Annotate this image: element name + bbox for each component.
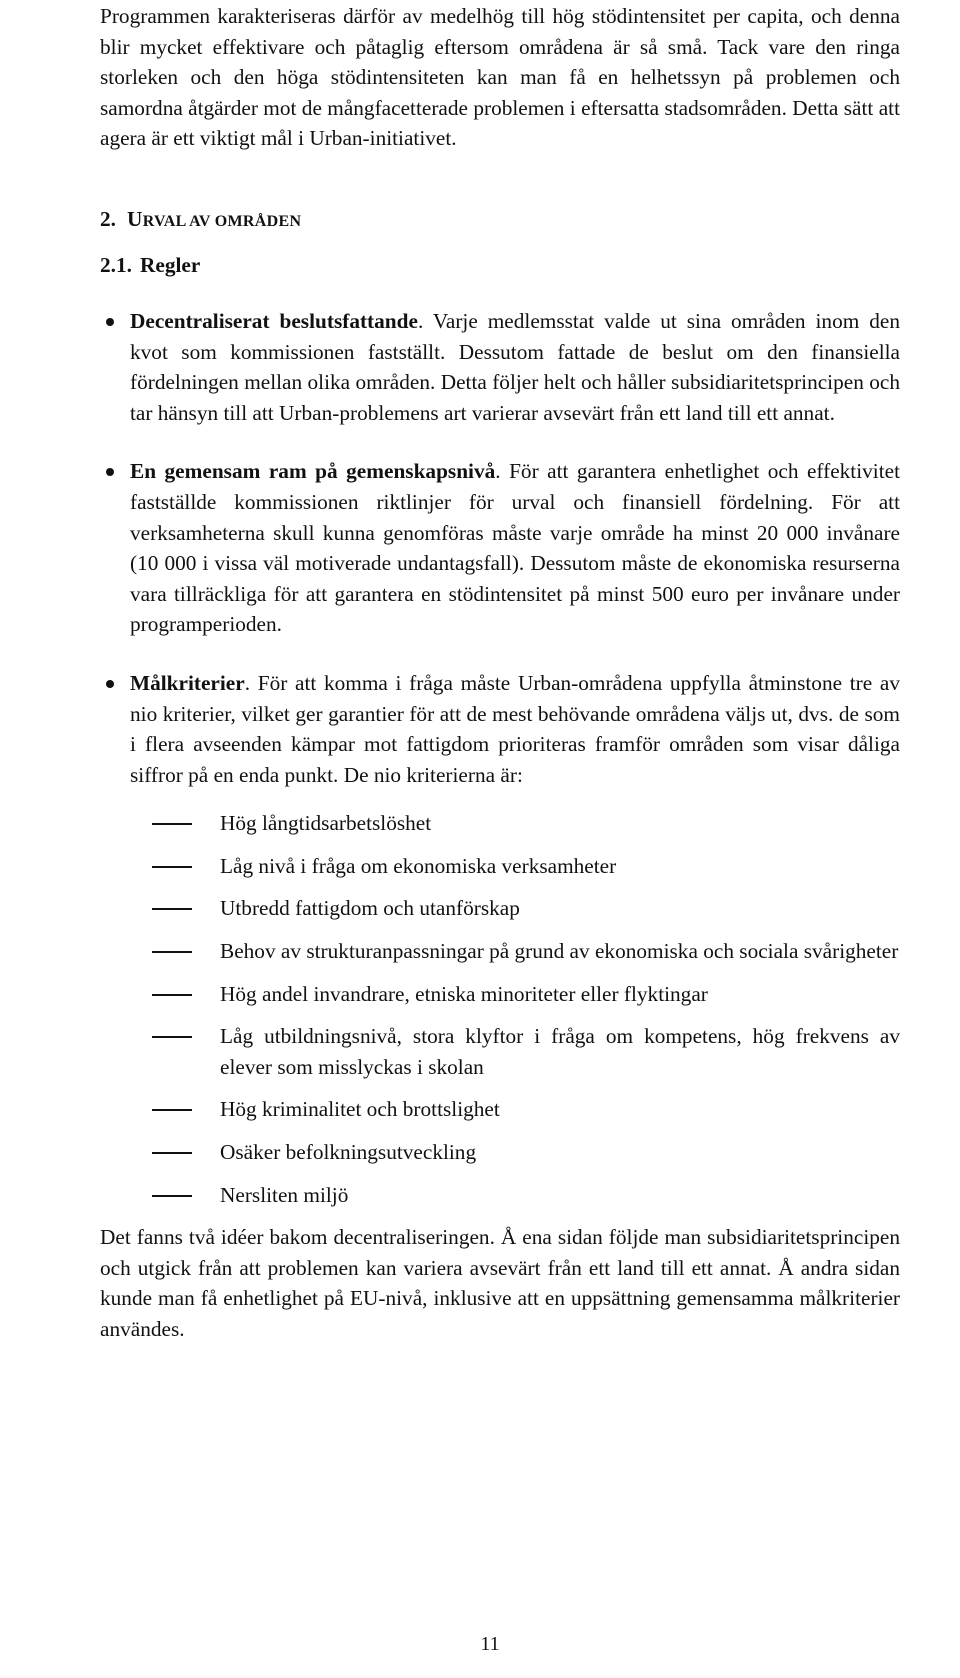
criterion-item <box>100 1021 900 1082</box>
section-title <box>100 204 301 238</box>
rule-text: . För att garantera enhetlighet och effektivitet fastställde kommissionen riktlinjer för urval och finansiell fördelning. För att verksamheterna skull kunna genomföras måste varje område ha minst 20 000 invånare (10 000 i vissa väl motiverade undantagsfall). Dessutom måste de ekonomiska resurserna vara tillräckliga för att garantera en stödintensitet på minst 500 euro per invånare under programperioden. <box>130 459 900 637</box>
bullet-icon <box>106 468 114 476</box>
rule-lead: Målkriterier <box>130 670 245 695</box>
rule-item <box>100 306 900 428</box>
section-heading <box>100 204 900 234</box>
criteria-list <box>100 808 900 1210</box>
criterion-item <box>100 936 900 967</box>
dash-icon <box>152 994 192 996</box>
section-number: 2. <box>100 206 116 231</box>
rule-item <box>100 668 900 790</box>
criterion-item <box>100 851 900 882</box>
rule-item <box>100 456 900 640</box>
criterion-text: Utbredd fattigdom och utanförskap <box>220 896 520 921</box>
criterion-item <box>100 1094 900 1125</box>
rule-text: . Varje medlemsstat valde ut sina områden inom den kvot som kommissionen fastställt. Dessutom fattade de beslut om den finansiella fördelningen mellan olika områden. Detta följer helt och håller subsidiaritetsprincipen och tar hänsyn till att Urban-problemens art varierar avsevärt från ett land till ett annat. <box>130 308 900 425</box>
bullet-icon <box>106 680 114 688</box>
dash-icon <box>152 866 192 868</box>
criterion-text: Hög kriminalitet och brottslighet <box>220 1097 500 1122</box>
dash-icon <box>152 823 192 825</box>
bullet-icon <box>106 318 114 326</box>
dash-icon <box>152 1109 192 1111</box>
subsection-heading <box>100 250 900 280</box>
subsection-title: Regler <box>140 252 201 277</box>
criterion-item <box>100 979 900 1010</box>
criterion-text: Behov av strukturanpassningar på grund av ekonomiska och sociala svårigheter <box>220 939 899 964</box>
dash-icon <box>152 1036 192 1038</box>
rule-lead: En gemensam ram på gemenskapsnivå <box>130 459 496 484</box>
closing-paragraph: Det fanns två idéer bakom decentraliseringen. Å ena sidan följde man subsidiaritetsprincipen och utgick från att problemen kan variera avsevärt från ett land till ett annat. Å andra sidan kunde man få enhetlighet på EU-nivå, inklusive att en uppsättning gemensamma målkriterier användes. <box>100 1225 900 1341</box>
rule-text: . För att komma i fråga måste Urban-områdena uppfylla åtminstone tre av nio kriterier, vilket ger garantier för att de mest behövande områdena väljs ut, dvs. de som i flera avseenden kämpar mot fattigdom prioriteras framför områden som visar dåliga siffror på en enda punkt. De nio kriterierna är: <box>130 670 900 787</box>
section-title-initial: U <box>127 206 143 231</box>
dash-icon <box>152 1152 192 1154</box>
dash-icon <box>152 951 192 953</box>
section-title-rest: RVAL AV OMRÅDEN <box>142 212 302 230</box>
rules-list <box>100 306 900 790</box>
criterion-item <box>100 1180 900 1211</box>
dash-icon <box>152 908 192 910</box>
criterion-text: Nersliten miljö <box>220 1182 349 1207</box>
subsection-number: 2.1. <box>100 252 132 277</box>
rule-lead: Decentraliserat beslutsfattande <box>130 308 418 333</box>
criterion-text: Hög långtidsarbetslöshet <box>220 811 432 836</box>
criterion-text: Låg nivå i fråga om ekonomiska verksamheter <box>220 853 617 878</box>
criterion-text: Hög andel invandrare, etniska minoriteter eller flyktingar <box>220 981 708 1006</box>
criterion-item <box>100 1137 900 1168</box>
criterion-item <box>100 893 900 924</box>
page-number: 11 <box>480 1633 500 1655</box>
criterion-text: Osäker befolkningsutveckling <box>220 1140 477 1165</box>
document-page <box>100 0 900 1345</box>
criterion-text: Låg utbildningsnivå, stora klyftor i fråga om kompetens, hög frekvens av elever som misslyckas i skolan <box>220 1024 900 1079</box>
criterion-item <box>100 808 900 839</box>
dash-icon <box>152 1195 192 1197</box>
intro-paragraph: Programmen karakteriseras därför av medelhög till hög stödintensitet per capita, och denna blir mycket effektivare och påtaglig eftersom områdena är så små. Tack vare den ringa storleken och den höga stödintensiteten kan man få en helhetssyn på problemen och samordna åtgärder mot de mångfacetterade problemen i eftersatta stadsområden. Detta sätt att agera är ett viktigt mål i Urban-initiativet. <box>100 4 900 151</box>
